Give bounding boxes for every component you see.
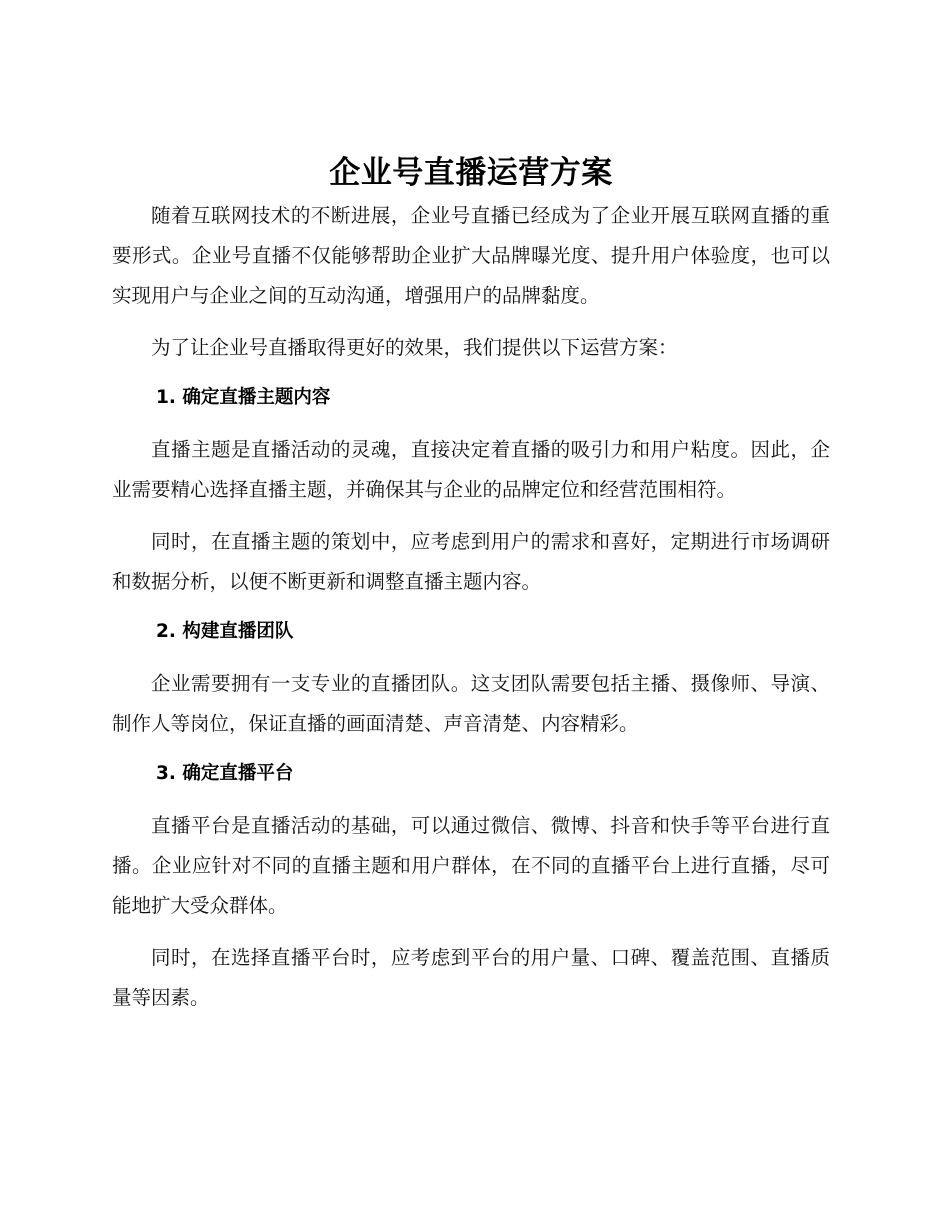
section-heading: 1. 确定直播主题内容 xyxy=(156,387,331,408)
section-paragraph: 企业需要拥有一支专业的直播团队。这支团队需要包括主播、摄像师、导演、制作人等岗位，保证直播的画面清楚、声音清楚、内容精彩。 xyxy=(112,672,830,735)
section-paragraph: 同时，在选择直播平台时，应考虑到平台的用户量、口碑、覆盖范围、直播质量等因素。 xyxy=(112,946,830,1009)
intro-paragraph: 随着互联网技术的不断进展，企业号直播已经成为了企业开展互联网直播的重要形式。企业号直播不仅能够帮助企业扩大品牌曝光度、提升用户体验度，也可以实现用户与企业之间的互动沟通，增强用户的品牌黏度。 xyxy=(112,204,830,307)
section-paragraph: 直播平台是直播活动的基础，可以通过微信、微博、抖音和快手等平台进行直播。企业应针对不同的直播主题和用户群体，在不同的直播平台上进行直播，尽可能地扩大受众群体。 xyxy=(112,814,830,917)
section-platform xyxy=(112,756,830,1018)
section-paragraph: 直播主题是直播活动的灵魂，直接决定着直播的吸引力和用户粘度。因此，企业需要精心选择直播主题，并确保其与企业的品牌定位和经营范围相符。 xyxy=(112,438,830,501)
section-theme xyxy=(112,380,830,602)
intro-paragraph: 为了让企业号直播取得更好的效果，我们提供以下运营方案： xyxy=(151,336,678,359)
section-paragraph: 同时，在直播主题的策划中，应考虑到用户的需求和喜好，定期进行市场调研和数据分析，以便不断更新和调整直播主题内容。 xyxy=(112,530,830,593)
section-heading: 2. 构建直播团队 xyxy=(156,621,294,642)
document-title: 企业号直播运营方案 xyxy=(329,155,613,191)
document-body xyxy=(112,150,830,1030)
section-team xyxy=(112,614,830,744)
section-heading: 3. 确定直播平台 xyxy=(156,763,294,784)
